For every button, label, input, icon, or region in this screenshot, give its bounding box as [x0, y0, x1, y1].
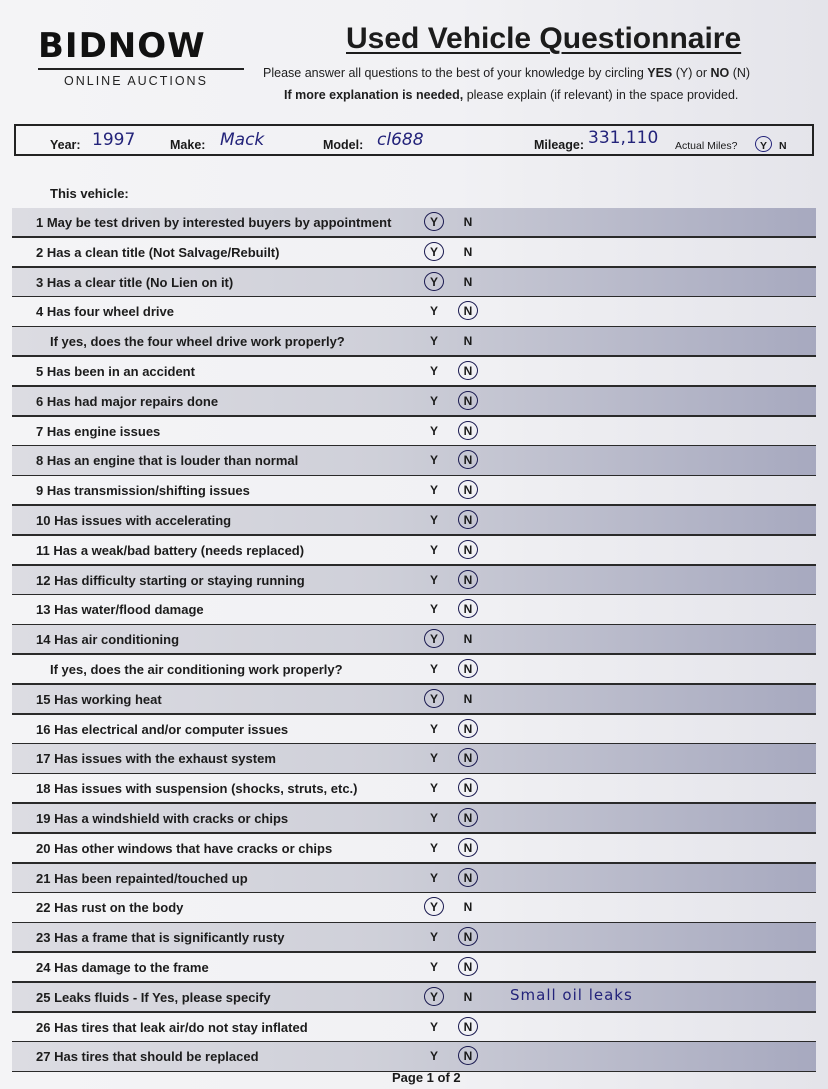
- question-row: [12, 387, 816, 417]
- answer-no-option[interactable]: N: [463, 304, 473, 319]
- answer-yes-option[interactable]: Y: [429, 602, 438, 617]
- answer-yes-option[interactable]: Y: [429, 364, 438, 378]
- mileage-value[interactable]: 331,110: [588, 128, 659, 148]
- answer-circle-mark: [458, 421, 478, 440]
- answer-yes-option[interactable]: Y: [429, 572, 438, 587]
- answer-no-option[interactable]: N: [463, 781, 473, 796]
- actual-miles-circle-mark: [755, 136, 772, 152]
- answer-no-option[interactable]: N: [463, 274, 473, 289]
- question-text: 25 Leaks fluids - If Yes, please specify: [36, 989, 271, 1005]
- handwritten-note[interactable]: Small oil leaks: [510, 985, 633, 1004]
- question-text: 7 Has engine issues: [36, 423, 161, 439]
- question-text: 10 Has issues with accelerating: [36, 513, 232, 528]
- question-row: [12, 238, 816, 268]
- question-text: 5 Has been in an accident: [36, 364, 195, 379]
- question-text: If yes, does the four wheel drive work properly?: [50, 334, 345, 350]
- answer-no-option[interactable]: N: [463, 483, 473, 498]
- answer-yes-option[interactable]: Y: [429, 721, 438, 736]
- question-row: [12, 893, 816, 923]
- question-row: [12, 1042, 816, 1072]
- section-label: This vehicle:: [50, 186, 129, 201]
- answer-no-option[interactable]: N: [463, 960, 473, 974]
- year-label: Year:: [50, 138, 81, 152]
- question-text: 22 Has rust on the body: [36, 900, 184, 916]
- question-row: [12, 774, 816, 804]
- answer-circle-mark: [458, 1017, 478, 1036]
- question-row: [12, 744, 816, 774]
- question-row: [12, 506, 816, 536]
- question-text: 26 Has tires that leak air/do not stay inflated: [36, 1019, 308, 1035]
- make-value[interactable]: Mack: [220, 130, 265, 150]
- answer-yes-option[interactable]: Y: [429, 930, 438, 945]
- answer-no-option[interactable]: N: [463, 393, 473, 408]
- answer-yes-option[interactable]: Y: [429, 632, 438, 647]
- question-row: [12, 208, 816, 238]
- mileage-label: Mileage:: [534, 138, 585, 152]
- answer-yes-option[interactable]: Y: [429, 423, 438, 438]
- question-text: 17 Has issues with the exhaust system: [36, 751, 276, 767]
- answer-circle-mark: [458, 540, 478, 559]
- answer-no-option[interactable]: N: [463, 989, 473, 1004]
- answer-yes-option[interactable]: Y: [429, 274, 438, 289]
- bidnow-logo: [38, 26, 248, 88]
- question-row: [12, 566, 816, 596]
- answer-no-option[interactable]: N: [463, 513, 473, 527]
- question-row: [12, 446, 816, 476]
- answer-circle-mark: [424, 272, 444, 291]
- year-value[interactable]: 1997: [92, 130, 136, 150]
- answer-circle-mark: [458, 868, 478, 887]
- answer-yes-option[interactable]: Y: [429, 453, 438, 468]
- question-row: [12, 417, 816, 447]
- instructions-line-1: Please answer all questions to the best of your knowledge by circling YES (Y) or NO (N): [263, 66, 751, 80]
- question-row: [12, 715, 816, 745]
- logo-rule: [38, 68, 244, 70]
- question-text: 1 May be test driven by interested buyers by appointment: [36, 215, 392, 230]
- question-row: [12, 804, 816, 834]
- answer-yes-option[interactable]: Y: [429, 960, 438, 974]
- question-text: 24 Has damage to the frame: [36, 960, 209, 975]
- answer-no-option[interactable]: N: [463, 423, 473, 438]
- answer-no-option[interactable]: N: [463, 811, 473, 825]
- answer-circle-mark: [458, 659, 478, 678]
- question-text: 27 Has tires that should be replaced: [36, 1049, 259, 1065]
- model-label: Model:: [323, 138, 364, 152]
- answer-circle-mark: [458, 808, 478, 827]
- question-text: 6 Has had major repairs done: [36, 393, 219, 409]
- page-number: Page 1 of 2: [392, 1070, 461, 1085]
- question-text: 14 Has air conditioning: [36, 632, 180, 648]
- answer-no-option[interactable]: N: [463, 244, 473, 259]
- question-text: 21 Has been repainted/touched up: [36, 870, 248, 886]
- actual-miles-label: Actual Miles?: [675, 140, 738, 152]
- answer-no-option[interactable]: N: [463, 751, 473, 766]
- answer-no-option[interactable]: N: [463, 453, 473, 468]
- question-row: [12, 864, 816, 894]
- answer-yes-option[interactable]: Y: [429, 215, 438, 229]
- answer-circle-mark: [458, 570, 478, 589]
- question-row: [12, 983, 816, 1013]
- question-text: 16 Has electrical and/or computer issues: [36, 721, 289, 737]
- question-text: 2 Has a clean title (Not Salvage/Rebuilt): [36, 244, 280, 260]
- answer-yes-option[interactable]: Y: [429, 662, 438, 676]
- question-row: [12, 297, 816, 327]
- question-row: [12, 685, 816, 715]
- answer-no-option[interactable]: N: [463, 632, 473, 647]
- answer-yes-option[interactable]: Y: [429, 870, 438, 885]
- question-text: 18 Has issues with suspension (shocks, struts, etc.): [36, 781, 358, 797]
- answer-yes-option[interactable]: Y: [429, 1049, 438, 1064]
- answer-no-option[interactable]: N: [463, 662, 473, 676]
- answer-yes-option[interactable]: Y: [429, 691, 438, 706]
- answer-circle-mark: [458, 957, 478, 976]
- question-text: 15 Has working heat: [36, 691, 162, 707]
- answer-yes-option[interactable]: Y: [429, 334, 438, 349]
- answer-no-option[interactable]: N: [463, 721, 473, 736]
- question-text: 23 Has a frame that is significantly rusty: [36, 930, 285, 946]
- instructions-line-2: If more explanation is needed, please explain (if relevant) in the space provided.: [284, 88, 739, 102]
- question-text: 8 Has an engine that is louder than normal: [36, 453, 299, 469]
- answer-yes-option[interactable]: Y: [429, 751, 438, 766]
- model-value[interactable]: cl688: [377, 130, 424, 150]
- answer-circle-mark: [458, 838, 478, 857]
- answer-yes-option[interactable]: Y: [429, 542, 438, 557]
- answer-no-option[interactable]: N: [463, 1049, 473, 1064]
- question-row: [12, 625, 816, 655]
- logo-wordmark: BIDNOW: [38, 26, 206, 66]
- answer-yes-option[interactable]: Y: [429, 900, 438, 915]
- answer-no-option[interactable]: N: [463, 364, 473, 378]
- question-row: [12, 923, 816, 953]
- answer-circle-mark: [458, 719, 478, 738]
- question-row: [12, 953, 816, 983]
- answer-circle-mark: [424, 212, 444, 231]
- question-row: [12, 268, 816, 298]
- answer-yes-option[interactable]: Y: [429, 811, 438, 825]
- question-text: 3 Has a clear title (No Lien on it): [36, 274, 234, 290]
- question-text: 9 Has transmission/shifting issues: [36, 483, 250, 499]
- question-row: [12, 834, 816, 864]
- question-row: [12, 1013, 816, 1043]
- page-title: Used Vehicle Questionnaire: [346, 22, 742, 55]
- make-label: Make:: [170, 138, 206, 152]
- answer-circle-mark: [458, 510, 478, 529]
- question-text: 13 Has water/flood damage: [36, 602, 204, 618]
- logo-tagline: ONLINE AUCTIONS: [64, 74, 208, 88]
- answer-no-option[interactable]: N: [463, 572, 473, 587]
- answer-yes-option[interactable]: Y: [429, 781, 438, 796]
- answer-yes-option[interactable]: Y: [429, 840, 438, 855]
- answer-no-option[interactable]: N: [463, 602, 473, 617]
- question-row: [12, 327, 816, 357]
- actual-miles-no[interactable]: N: [779, 140, 787, 152]
- answer-no-option[interactable]: N: [463, 930, 473, 945]
- answer-no-option[interactable]: N: [463, 870, 473, 885]
- answer-no-option[interactable]: N: [463, 215, 473, 229]
- answer-yes-option[interactable]: Y: [429, 483, 438, 498]
- answer-no-option[interactable]: N: [463, 542, 473, 557]
- answer-yes-option[interactable]: Y: [429, 393, 438, 408]
- question-text: 4 Has four wheel drive: [36, 304, 174, 320]
- actual-miles-yes[interactable]: Y: [760, 140, 768, 152]
- answer-yes-option[interactable]: Y: [429, 989, 438, 1004]
- question-row: [12, 476, 816, 506]
- question-text: 11 Has a weak/bad battery (needs replaced): [36, 542, 305, 558]
- answer-yes-option[interactable]: Y: [429, 244, 438, 259]
- question-row: [12, 357, 816, 387]
- answer-no-option[interactable]: N: [463, 900, 473, 915]
- answer-yes-option[interactable]: Y: [429, 1019, 438, 1034]
- answer-circle-mark: [424, 689, 444, 708]
- answer-no-option[interactable]: N: [463, 691, 473, 706]
- answer-no-option[interactable]: N: [463, 840, 473, 855]
- answer-no-option[interactable]: N: [463, 334, 473, 349]
- question-text: 20 Has other windows that have cracks or chips: [36, 840, 333, 856]
- answer-circle-mark: [458, 361, 478, 380]
- answer-circle-mark: [424, 242, 444, 261]
- answer-yes-option[interactable]: Y: [429, 513, 438, 527]
- question-text: 19 Has a windshield with cracks or chips: [36, 811, 289, 826]
- answer-no-option[interactable]: N: [463, 1019, 473, 1034]
- question-row: [12, 655, 816, 685]
- question-row: [12, 536, 816, 566]
- question-text: 12 Has difficulty starting or staying running: [36, 572, 305, 588]
- answer-circle-mark: [424, 987, 444, 1006]
- answer-yes-option[interactable]: Y: [429, 304, 438, 319]
- answer-circle-mark: [458, 391, 478, 410]
- question-row: [12, 595, 816, 625]
- question-text: If yes, does the air conditioning work properly?: [50, 662, 343, 677]
